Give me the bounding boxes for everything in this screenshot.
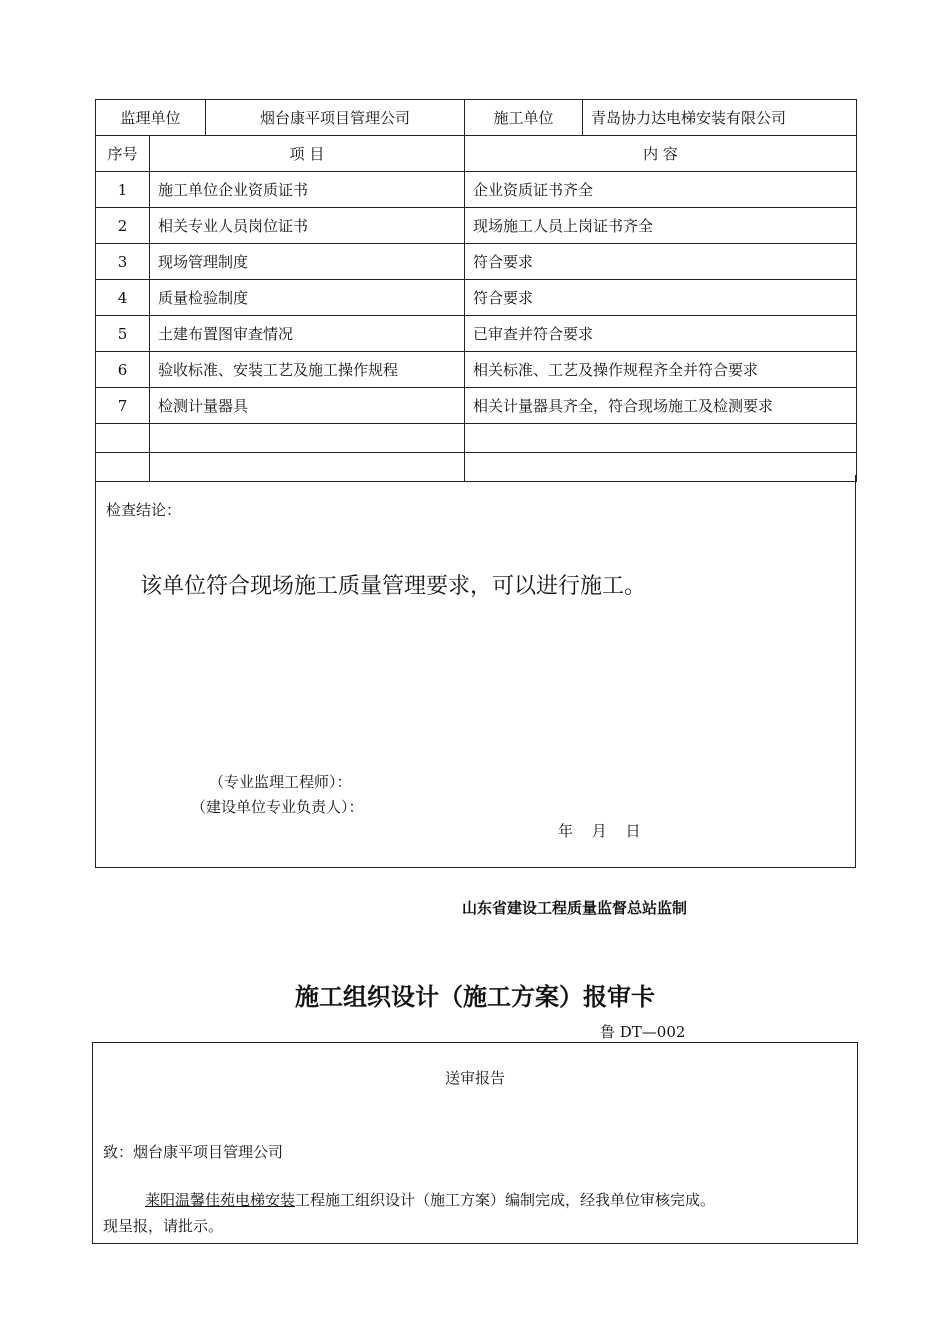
construction-unit-value: 青岛协力达电梯安装有限公司 <box>583 100 857 136</box>
row-content: 符合要求 <box>465 280 857 316</box>
empty-cell <box>96 424 150 453</box>
row-no: 6 <box>96 352 150 388</box>
row-item: 质量检验制度 <box>150 280 465 316</box>
conclusion-box <box>95 475 856 868</box>
row-content: 相关标准、工艺及操作规程齐全并符合要求 <box>465 352 857 388</box>
issuer-note: 山东省建设工程质量监督总站监制 <box>462 899 688 917</box>
empty-cell <box>150 424 465 453</box>
signature-owner: （建设单位专业负责人）： <box>191 798 364 816</box>
header-row <box>96 136 857 172</box>
row-no: 2 <box>96 208 150 244</box>
row-item: 相关专业人员岗位证书 <box>150 208 465 244</box>
table-row <box>96 172 857 208</box>
header-item: 项 目 <box>150 136 465 172</box>
form2-body <box>145 1189 715 1210</box>
row-content: 符合要求 <box>465 244 857 280</box>
row-item: 现场管理制度 <box>150 244 465 280</box>
row-no: 4 <box>96 280 150 316</box>
project-name: 莱阳温馨佳苑电梯安装 <box>145 1191 296 1209</box>
row-no: 5 <box>96 316 150 352</box>
row-item: 土建布置图审查情况 <box>150 316 465 352</box>
table-row <box>96 244 857 280</box>
row-item: 施工单位企业资质证书 <box>150 172 465 208</box>
header-content: 内 容 <box>465 136 857 172</box>
row-content: 相关计量器具齐全，符合现场施工及检测要求 <box>465 388 857 424</box>
inspection-table <box>95 99 857 482</box>
construction-unit-label: 施工单位 <box>465 100 583 136</box>
form2-title: 施工组织设计（施工方案）报审卡 <box>295 983 655 1011</box>
supervision-unit-label: 监理单位 <box>96 100 206 136</box>
conclusion-text: 该单位符合现场施工质量管理要求，可以进行施工。 <box>140 574 647 599</box>
empty-row <box>96 424 857 453</box>
table-row <box>96 388 857 424</box>
row-no: 3 <box>96 244 150 280</box>
form2-to-line: 致：烟台康平项目管理公司 <box>103 1143 284 1161</box>
form2-body-line2: 现呈报，请批示。 <box>103 1217 224 1235</box>
row-item: 检测计量器具 <box>150 388 465 424</box>
supervision-unit-value: 烟台康平项目管理公司 <box>206 100 465 136</box>
row-content: 现场施工人员上岗证书齐全 <box>465 208 857 244</box>
conclusion-label: 检查结论： <box>106 501 182 519</box>
signature-engineer: （专业监理工程师）： <box>209 773 352 791</box>
row-no: 7 <box>96 388 150 424</box>
header-no: 序号 <box>96 136 150 172</box>
table-row <box>96 280 857 316</box>
signature-date: 年 月 日 <box>558 822 641 840</box>
row-item: 验收标准、安装工艺及施工操作规程 <box>150 352 465 388</box>
table-row <box>96 316 857 352</box>
form2-code: 鲁 DT—002 <box>600 1023 686 1041</box>
form2-body-rest: 工程施工组织设计（施工方案）编制完成，经我单位审核完成。 <box>295 1191 716 1209</box>
table-row <box>96 208 857 244</box>
row-content: 企业资质证书齐全 <box>465 172 857 208</box>
form2-box <box>92 1042 858 1244</box>
empty-cell <box>465 424 857 453</box>
row-content: 已审查并符合要求 <box>465 316 857 352</box>
unit-row <box>96 100 857 136</box>
form2-heading: 送审报告 <box>444 1069 505 1087</box>
table-row <box>96 352 857 388</box>
row-no: 1 <box>96 172 150 208</box>
